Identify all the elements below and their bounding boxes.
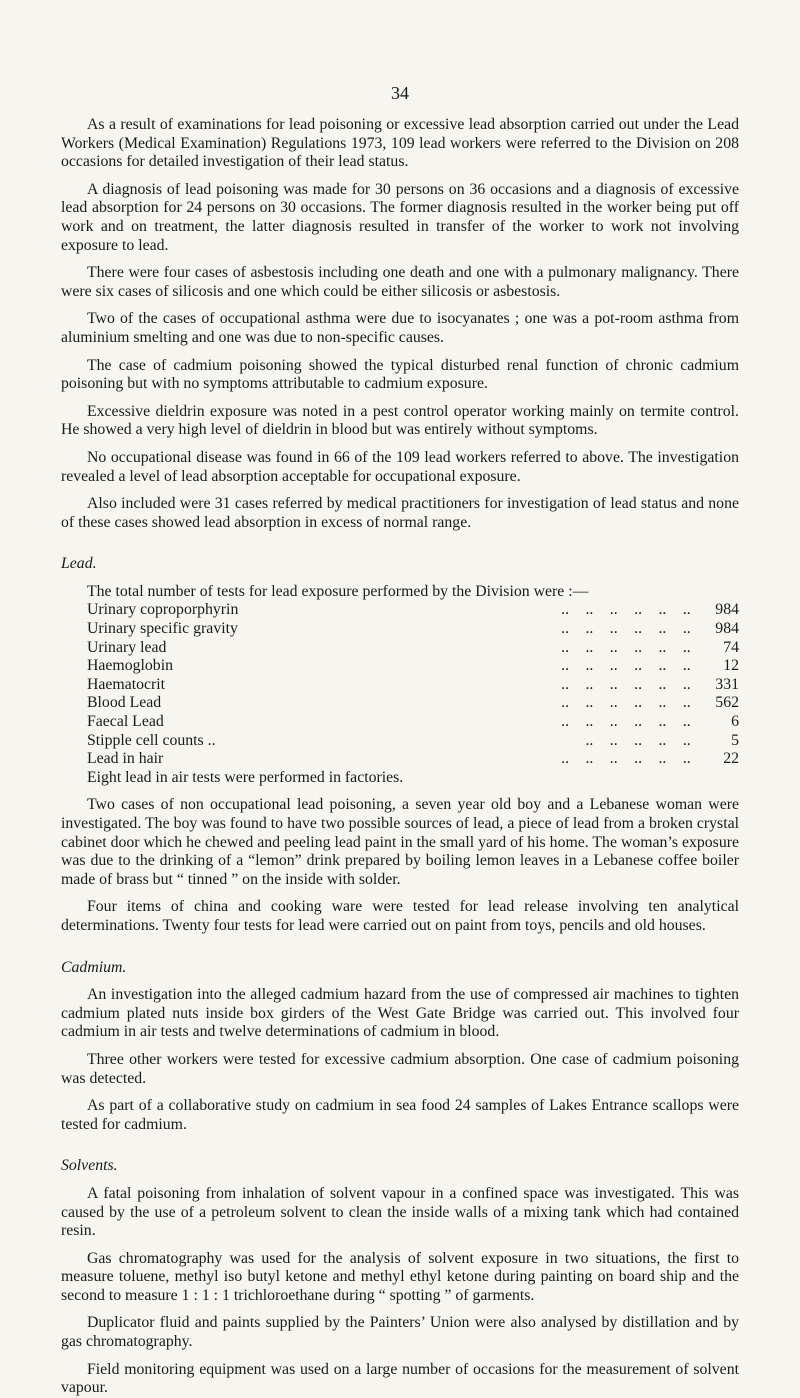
lead-test-value: 12 — [723, 657, 739, 675]
cadmium-paragraph: As part of a collaborative study on cadmium in sea food 24 samples of Lakes Entrance scallops were tested for cadmium. — [61, 1097, 739, 1133]
intro-paragraph: As a result of examinations for lead poisoning or excessive lead absorption carried out under the Lead Workers (Medical Examination) Regulations 1973, 109 lead workers were referred to the Division on 208 occasions for detailed investigation of their lead status. — [61, 116, 739, 171]
dot-leader: .. — [561, 620, 570, 638]
dot-leader: .. — [682, 713, 691, 731]
dot-leader: .. — [585, 750, 594, 768]
lead-test-value: 331 — [715, 675, 739, 693]
lead-test-row — [87, 639, 739, 658]
dot-leader: .. — [634, 694, 643, 712]
dot-leader: .. — [561, 657, 570, 675]
lead-test-value: 6 — [731, 713, 739, 731]
cadmium-paragraph: An investigation into the alleged cadmium hazard from the use of compressed air machines to tighten cadmium plated nuts inside box girders of the West Gate Bridge was carried out. This involved four cadmium in air tests and twelve determinations of cadmium in blood. — [61, 986, 739, 1041]
dot-leader: .. — [585, 601, 594, 619]
dot-leader: .. — [609, 694, 618, 712]
dot-leader: .. — [634, 638, 643, 656]
dot-leader: .. — [658, 694, 667, 712]
lead-test-value: 984 — [715, 601, 739, 619]
lead-test-label: Faecal Lead — [87, 713, 164, 731]
lead-tests-table — [87, 601, 739, 768]
dot-leader: .. — [561, 675, 570, 693]
intro-paragraph: A diagnosis of lead poisoning was made for 30 persons on 36 occasions and a diagnosis of excessive lead absorption for 24 persons on 30 occasions. The former diagnosis resulted in the worker being put off work and on treatment, the latter diagnosis resulted in transfer of the worker to work not involving exposure to lead. — [61, 180, 739, 254]
lead-test-row — [87, 601, 739, 620]
lead-test-row — [87, 657, 739, 676]
dot-leader: .. — [585, 620, 594, 638]
lead-test-value: 562 — [715, 694, 739, 712]
lead-test-row — [87, 620, 739, 639]
dot-leader: .. — [609, 750, 618, 768]
dot-leader: .. — [634, 620, 643, 638]
lead-test-row — [87, 732, 739, 751]
dot-leader: .. — [609, 657, 618, 675]
dot-leader: .. — [682, 638, 691, 656]
solvents-paragraph: Gas chromatography was used for the analysis of solvent exposure in two situations, the first to measure toluene, methyl iso butyl ketone and methyl ethyl ketone during painting on board ship and the second to measure 1 : 1 : 1 trichloroethane during “ spotting ” of garments. — [61, 1249, 739, 1304]
dot-leader: .. — [658, 675, 667, 693]
lead-paragraph: Two cases of non occupational lead poisoning, a seven year old boy and a Lebanese woman were investigated. The boy was found to have two possible sources of lead, a piece of lead from a broken crystal cabinet door which he chewed and peeling lead paint in the small yard of his home. The woman’s exposure was due to the drinking of a “lemon” drink prepared by boiling lemon leaves in a Lebanese coffee boiler made of brass but “ tinned ” on the inside with solder. — [61, 796, 739, 888]
lead-table-intro: The total number of tests for lead exposure performed by the Division were :— — [87, 582, 589, 600]
dot-leader: .. — [609, 713, 618, 731]
dot-leader: .. — [682, 675, 691, 693]
dot-leader: .. — [682, 657, 691, 675]
dot-leader: .. — [658, 657, 667, 675]
intro-paragraph: There were four cases of asbestosis including one death and one with a pulmonary malignancy. There were six cases of silicosis and one which could be either silicosis or asbestosis. — [61, 264, 739, 300]
lead-test-value: 74 — [723, 638, 739, 656]
lead-test-label: Urinary lead — [87, 638, 167, 656]
section-heading-cadmium: Cadmium. — [61, 958, 127, 976]
dot-leader: .. — [561, 750, 570, 768]
dot-leader: .. — [658, 601, 667, 619]
lead-test-label: Urinary coproporphyrin — [87, 601, 239, 619]
dot-leader: .. — [609, 731, 618, 749]
dot-leader: .. — [585, 675, 594, 693]
lead-test-row — [87, 750, 739, 769]
dot-leader: .. — [609, 601, 618, 619]
dot-leader: .. — [634, 750, 643, 768]
dot-leader: .. — [634, 731, 643, 749]
dot-leader: .. — [658, 638, 667, 656]
dot-leader: .. — [658, 713, 667, 731]
lead-test-label: Haematocrit — [87, 675, 166, 693]
section-heading-lead: Lead. — [61, 555, 97, 573]
dot-leader: .. — [561, 713, 570, 731]
lead-test-row — [87, 694, 739, 713]
dot-leader: .. — [561, 638, 570, 656]
dot-leader: .. — [561, 694, 570, 712]
dot-leader: .. — [634, 601, 643, 619]
section-heading-solvents: Solvents. — [61, 1157, 118, 1175]
solvents-paragraph: A fatal poisoning from inhalation of solvent vapour in a confined space was investigated. This was caused by the use of a petroleum solvent to clean the inside walls of a mixing tank which had contained resin. — [61, 1184, 739, 1240]
dot-leader: .. — [585, 731, 594, 749]
lead-test-value: 5 — [731, 731, 739, 749]
dot-leader — [553, 732, 577, 751]
dot-leader: .. — [658, 731, 667, 749]
dot-leader: .. — [682, 750, 691, 768]
lead-air-tests: Eight lead in air tests were performed in factories. — [87, 768, 404, 786]
dot-leader: .. — [609, 620, 618, 638]
dot-leader: .. — [585, 657, 594, 675]
dot-leader: .. — [634, 675, 643, 693]
lead-paragraph: Four items of china and cooking ware were tested for lead release involving ten analytical determinations. Twenty four tests for lead were carried out on paint from toys, pencils and old houses. — [61, 898, 739, 934]
lead-test-value: 984 — [715, 620, 739, 638]
dot-leader: .. — [585, 694, 594, 712]
lead-test-label: Haemoglobin — [87, 657, 173, 675]
dot-leader: .. — [682, 620, 691, 638]
lead-test-row — [87, 713, 739, 732]
dot-leader: .. — [585, 638, 594, 656]
intro-paragraph: Two of the cases of occupational asthma were due to isocyanates ; one was a pot-room asthma from aluminium smelting and one was due to non-specific causes. — [61, 310, 739, 346]
lead-test-label: Blood Lead — [87, 694, 162, 712]
dot-leader: .. — [658, 750, 667, 768]
dot-leader: .. — [561, 601, 570, 619]
dot-leader: .. — [682, 694, 691, 712]
dot-leader: .. — [634, 713, 643, 731]
intro-paragraph: No occupational disease was found in 66 of the 109 lead workers referred to above. The investigation revealed a level of lead absorption acceptable for occupational exposure. — [61, 448, 739, 485]
lead-test-label: Stipple cell counts .. — [87, 731, 216, 749]
dot-leader: .. — [682, 601, 691, 619]
cadmium-paragraph: Three other workers were tested for excessive cadmium absorption. One case of cadmium poisoning was detected. — [61, 1050, 739, 1087]
solvents-paragraph: Duplicator fluid and paints supplied by the Painters’ Union were also analysed by distillation and by gas chromatography. — [61, 1314, 739, 1351]
dot-leader: .. — [609, 638, 618, 656]
page-number: 34 — [391, 83, 409, 103]
intro-paragraph: Also included were 31 cases referred by medical practitioners for investigation of lead status and none of these cases showed lead absorption in excess of normal range. — [61, 495, 739, 531]
dot-leader: .. — [609, 675, 618, 693]
intro-paragraph: Excessive dieldrin exposure was noted in a pest control operator working mainly on termite control. He showed a very high level of dieldrin in blood but was entirely without symptoms. — [61, 402, 739, 439]
dot-leader: .. — [585, 713, 594, 731]
page-content — [61, 116, 739, 1398]
solvents-paragraph: Field monitoring equipment was used on a large number of occasions for the measurement of solvent vapour. — [61, 1360, 739, 1397]
dot-leader: .. — [634, 657, 643, 675]
lead-test-row — [87, 676, 739, 695]
dot-leader: .. — [682, 731, 691, 749]
intro-paragraph: The case of cadmium poisoning showed the typical disturbed renal function of chronic cadmium poisoning but with no symptoms attributable to cadmium exposure. — [61, 356, 739, 393]
lead-test-label: Lead in hair — [87, 750, 164, 768]
lead-test-value: 22 — [723, 750, 739, 768]
dot-leader: .. — [658, 620, 667, 638]
lead-test-label: Urinary specific gravity — [87, 620, 238, 638]
